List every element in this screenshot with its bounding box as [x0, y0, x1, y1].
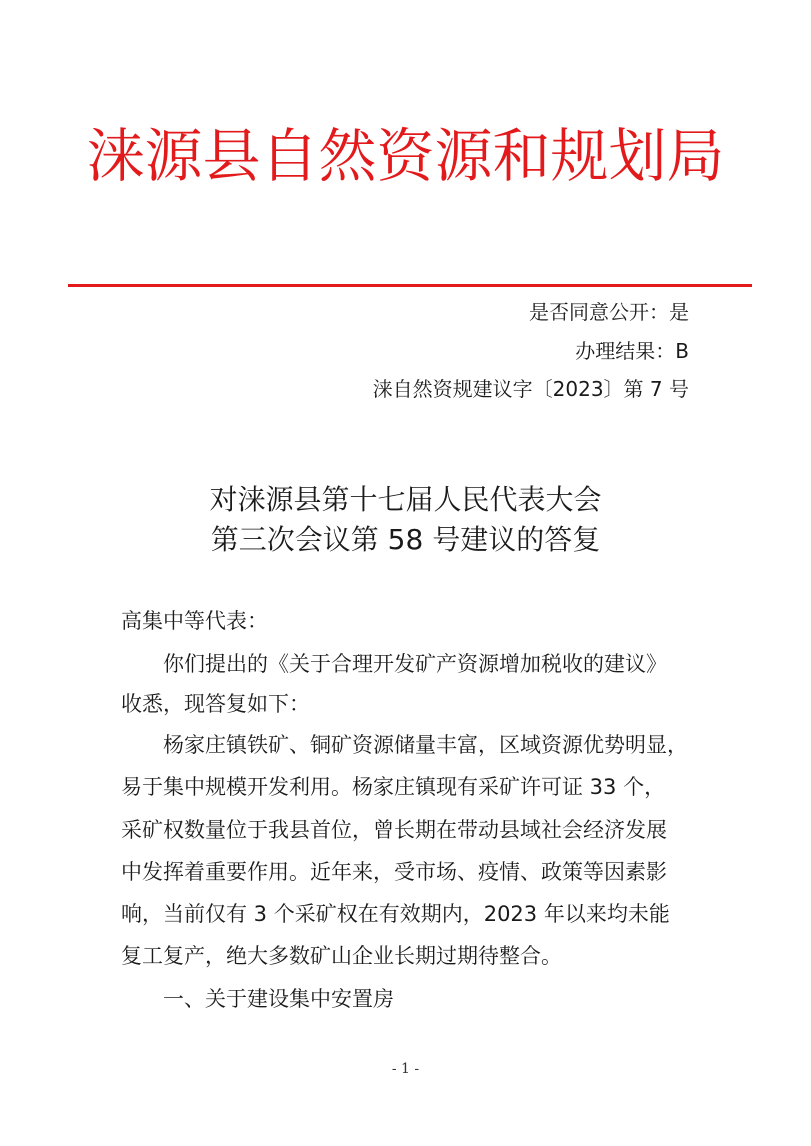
page-number: - 1 - — [391, 1061, 420, 1077]
handling-result-line: 办理结果：B — [575, 339, 689, 363]
document-number-line: 涞自然资规建议字〔2023〕第 7 号 — [372, 377, 689, 401]
document-title-line-1: 对涞源县第十七届人民代表大会 — [209, 483, 602, 516]
paragraph-line: 复工复产，绝大多数矿山企业长期过期待整合。 — [121, 944, 562, 968]
paragraph-line: 收悉，现答复如下： — [121, 692, 310, 716]
public-consent-line: 是否同意公开：是 — [529, 300, 689, 324]
paragraph-line: 中发挥着重要作用。近年来，受市场、疫情、政策等因素影 — [121, 860, 667, 884]
salutation: 高集中等代表： — [121, 609, 268, 633]
document-title-line-2: 第三次会议第 58 号建议的答复 — [210, 523, 601, 556]
paragraph-line: 杨家庄镇铁矿、铜矿资源储量丰富，区域资源优势明显， — [163, 733, 688, 757]
header-red-rule — [68, 284, 752, 287]
paragraph-line: 易于集中规模开发利用。杨家庄镇现有采矿许可证 33 个， — [121, 775, 666, 799]
paragraph-line: 响，当前仅有 3 个采矿权在有效期内，2023 年以来均未能 — [121, 902, 670, 926]
organization-title: 涞源县自然资源和规划局 — [86, 122, 725, 190]
section-heading: 一、关于建设集中安置房 — [163, 987, 394, 1011]
paragraph-line: 你们提出的《关于合理开发矿产资源增加税收的建议》 — [163, 652, 667, 676]
paragraph-line: 采矿权数量位于我县首位，曾长期在带动县域社会经济发展 — [121, 818, 667, 842]
